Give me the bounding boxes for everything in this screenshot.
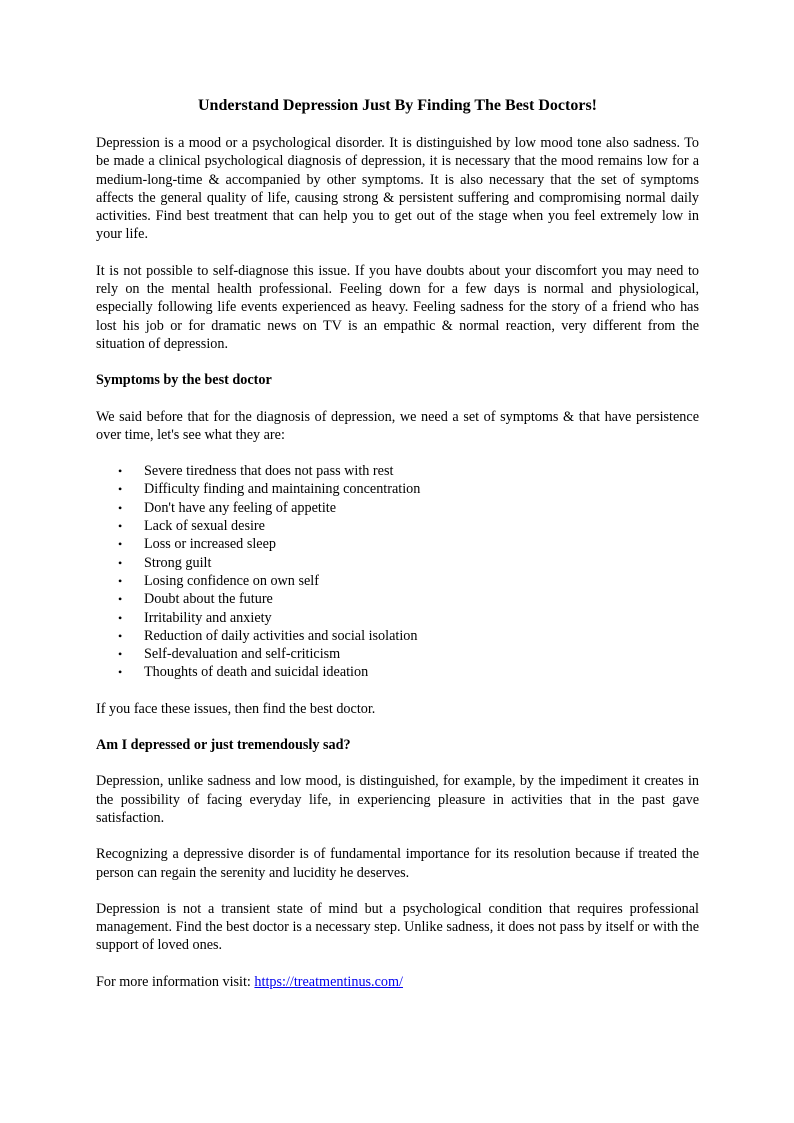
bullet-icon: • [118,519,123,534]
more-info-line [96,973,699,991]
list-item [96,645,699,663]
document-title: Understand Depression Just By Finding The Best Doctors! [197,97,597,114]
list-item [96,590,699,608]
list-item [96,627,699,645]
more-info-prefix: For more information visit: [96,973,255,990]
symptom-text: Self-devaluation and self-criticism [144,646,341,663]
list-item [96,663,699,681]
symptoms-heading: Symptoms by the best doctor [96,372,272,389]
symptom-text: Difficulty finding and maintaining concentration [144,481,421,498]
bullet-icon: • [118,647,123,662]
list-item [96,480,699,498]
list-item [96,517,699,535]
bullet-icon: • [118,628,123,643]
bullet-icon: • [118,537,123,552]
bullet-icon: • [118,555,123,570]
symptom-text: Lack of sexual desire [144,518,265,535]
symptom-text: Severe tiredness that does not pass with rest [144,463,394,480]
bullet-icon: • [118,464,123,479]
list-item [96,462,699,480]
symptoms-closing: If you face these issues, then find the best doctor. [96,700,376,717]
list-item [96,554,699,572]
bullet-icon: • [118,482,123,497]
bullet-icon: • [118,500,123,515]
symptom-text: Strong guilt [144,554,212,571]
bullet-icon: • [118,592,123,607]
symptom-text: Don't have any feeling of appetite [144,499,337,516]
list-item [96,572,699,590]
bullet-icon: • [118,665,123,680]
document-page [96,96,699,1009]
section2-paragraph-2: Recognizing a depressive disorder is of fundamental importance for its resolution because if treated the person can regain the serenity and lucidity he deserves. [96,846,699,881]
symptom-text: Losing confidence on own self [144,572,319,589]
symptom-text: Loss or increased sleep [144,536,276,553]
section2-paragraph-3: Depression is not a transient state of mind but a psychological condition that requires professional management. Find the best doctor is a necessary step. Unlike sadness, it does not pass by itself or with the support of loved ones. [96,900,699,954]
symptom-text: Doubt about the future [144,591,273,608]
depressed-or-sad-heading: Am I depressed or just tremendously sad? [96,737,351,754]
symptom-text: Thoughts of death and suicidal ideation [144,664,369,681]
list-item [96,499,699,517]
list-item [96,609,699,627]
section2-paragraph-1: Depression, unlike sadness and low mood, is distinguished, for example, by the impediment it creates in the possibility of facing everyday life, in experiencing pleasure in activities that in the past gave satisfaction. [96,773,699,826]
bullet-icon: • [118,573,123,588]
symptom-text: Irritability and anxiety [144,609,272,626]
bullet-icon: • [118,610,123,625]
symptom-text: Reduction of daily activities and social isolation [144,627,418,644]
treatment-link[interactable]: https://treatmentinus.com/ [254,973,403,990]
intro-paragraph-2: It is not possible to self-diagnose this issue. If you have doubts about your discomfort you may need to rely on the mental health professional. Feeling down for a few days is normal and physiological, especially following life events experienced as heavy. Feeling sadness for the story of a friend who has lost his job or for dramatic news on TV is an empathic & normal reaction, very different from the situation of depression. [96,262,699,352]
intro-paragraph-1: Depression is a mood or a psychological disorder. It is distinguished by low mood tone also sadness. To be made a clinical psychological diagnosis of depression, it is necessary that the mood remains low for a medium-long-time & accompanied by other symptoms. It is also necessary that the set of symptoms affects the general quality of life, causing strong & persistent suffering and compromising normal daily activities. Find best treatment that can help you to get out of the stage when you feel extremely low in your life. [96,135,699,243]
symptoms-intro: We said before that for the diagnosis of depression, we need a set of symptoms & that have persistence over time, let's see what they are: [96,408,699,443]
list-item [96,535,699,553]
symptoms-list [96,462,699,682]
